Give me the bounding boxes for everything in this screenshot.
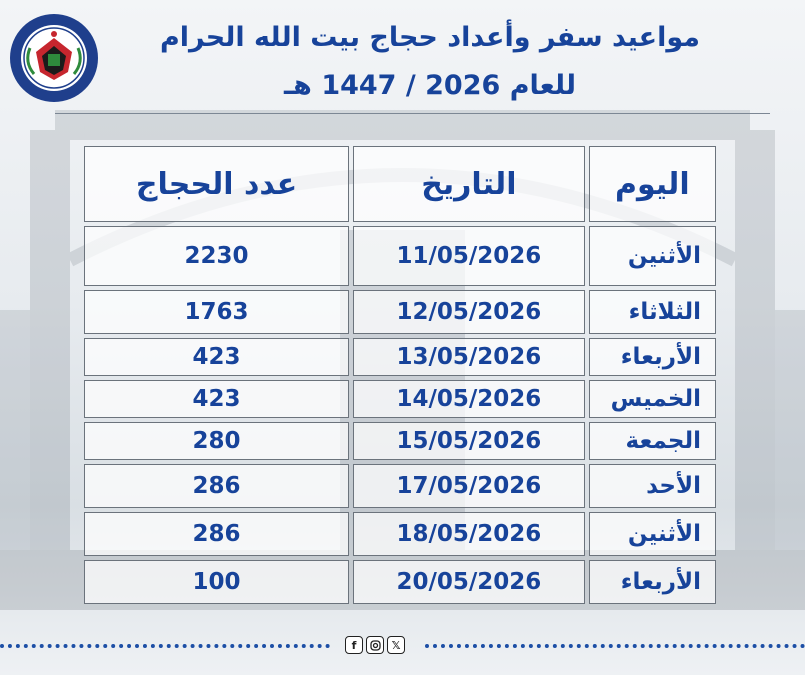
table-header-row <box>84 146 716 222</box>
day-cell: الأربعاء <box>589 560 716 604</box>
date-cell: 20/05/2026 <box>353 560 585 604</box>
page-subtitle-year: للعام 2026 / 1447 هـ <box>283 70 577 101</box>
table-row <box>84 338 716 376</box>
table-row <box>84 464 716 508</box>
table-row <box>84 512 716 556</box>
date-cell: 13/05/2026 <box>353 338 585 376</box>
header-divider <box>55 113 770 114</box>
day-cell: الأثنين <box>589 226 716 286</box>
column-header-day: اليوم <box>589 146 716 222</box>
pilgrim-count-cell: 1763 <box>84 290 349 334</box>
pilgrim-count-cell: 100 <box>84 560 349 604</box>
table-row <box>84 226 716 286</box>
authority-logo <box>8 12 100 104</box>
schedule-table <box>80 142 720 608</box>
instagram-icon[interactable] <box>366 636 384 654</box>
date-cell: 15/05/2026 <box>353 422 585 460</box>
table-row <box>84 290 716 334</box>
pilgrim-count-cell: 2230 <box>84 226 349 286</box>
column-header-count: عدد الحجاج <box>84 146 349 222</box>
table-row <box>84 560 716 604</box>
date-cell: 11/05/2026 <box>353 226 585 286</box>
table-row <box>84 380 716 418</box>
facebook-icon[interactable]: f <box>345 636 363 654</box>
pilgrim-count-cell: 423 <box>84 380 349 418</box>
day-cell: الأحد <box>589 464 716 508</box>
date-cell: 17/05/2026 <box>353 464 585 508</box>
date-cell: 12/05/2026 <box>353 290 585 334</box>
day-cell: الأربعاء <box>589 338 716 376</box>
pilgrim-count-cell: 286 <box>84 512 349 556</box>
table-row <box>84 422 716 460</box>
social-icons <box>345 636 405 654</box>
date-cell: 14/05/2026 <box>353 380 585 418</box>
footer-dotted-line-left <box>0 644 330 648</box>
pilgrim-count-cell: 423 <box>84 338 349 376</box>
x-icon[interactable]: 𝕏 <box>387 636 405 654</box>
pilgrim-count-cell: 280 <box>84 422 349 460</box>
day-cell: الخميس <box>589 380 716 418</box>
pilgrim-count-cell: 286 <box>84 464 349 508</box>
date-cell: 18/05/2026 <box>353 512 585 556</box>
column-header-date: التاريخ <box>353 146 585 222</box>
day-cell: الثلاثاء <box>589 290 716 334</box>
page-title: مواعيد سفر وأعداد حجاج بيت الله الحرام <box>159 22 701 53</box>
footer-dotted-line-right <box>425 644 805 648</box>
day-cell: الأثنين <box>589 512 716 556</box>
day-cell: الجمعة <box>589 422 716 460</box>
